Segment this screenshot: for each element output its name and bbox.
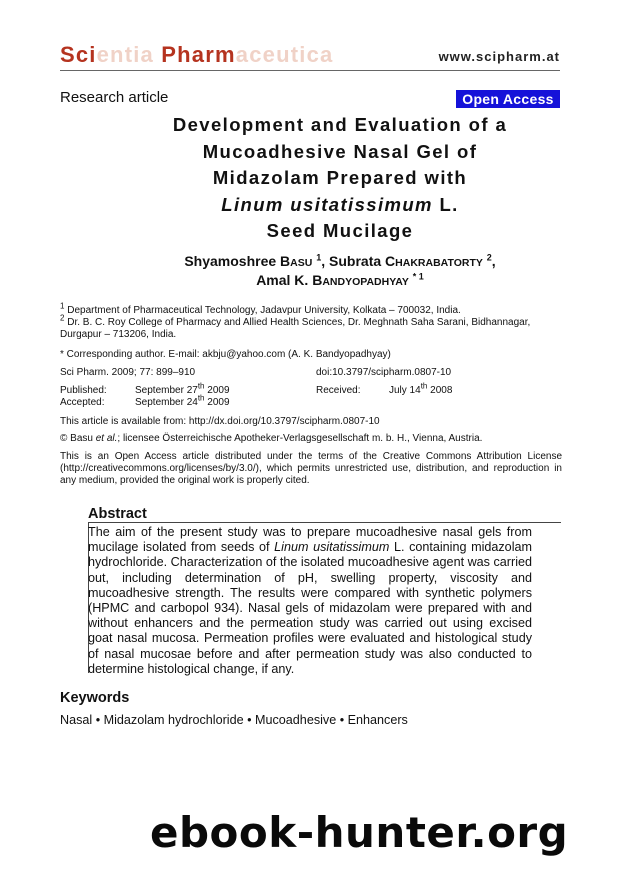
species-name: Linum usitatissimum — [221, 193, 433, 215]
logo-part: aceutica — [235, 42, 334, 67]
logo-part: Sci — [60, 42, 97, 67]
journal-website-link[interactable]: www.scipharm.at — [438, 49, 560, 64]
watermark: ebook-hunter.org — [150, 808, 569, 857]
title-line: Development and Evaluation of a — [172, 114, 508, 135]
received-date: July 14th 2008 — [389, 381, 453, 396]
title-line: Seed Mucilage — [266, 220, 414, 241]
published-label: Published: — [60, 385, 107, 396]
author-list — [60, 253, 620, 291]
doi[interactable]: doi:10.3797/scipharm.0807-10 — [316, 367, 452, 378]
header-divider — [60, 70, 560, 71]
author: Subrata CHAKRABATORTY $^2$, — [329, 252, 496, 269]
keywords-heading: Keywords — [60, 690, 130, 706]
accepted-label: Accepted: — [60, 397, 105, 408]
availability-note: This article is available from: http://dx.doi.org/10.3797/scipharm.0807-10 — [60, 416, 380, 427]
citation: Sci Pharm. 2009; 77: 899–910 — [60, 367, 196, 378]
license-note: This is an Open Access article distributed under the terms of the Creative Commons Attribution License (http://creativecommons.org/licenses/by/3.0/), which permits unrestricted use, distribution, and reproduction in any medium, provided the original work is properly cited. — [60, 451, 562, 486]
abstract-text: The aim of the present study was to prepare mucoadhesive nasal gels from mucilage isolated from seeds of Linum usitatissimum L. containing midazolam hydrochloride. Characterization of the isolated mucoadhesive agent was carried out, including determination of pH, swelling property, viscosity and mucoadhesive strength. The results were compared with synthetic polymers (HPMC and carbopol 934). Nasal gels of midazolam were prepared with and without enhancers and the permeation study was carried out using excised goat nasal mucosa. Permeation profiles were evaluated and histological study of nasal mucosae before and after permeation study was also conducted to determine histological change, if any. — [88, 525, 532, 676]
abstract-heading: Abstract — [88, 506, 147, 522]
title-line: Midazolam Prepared with — [212, 167, 468, 188]
copyright-note: © Basu et al.; licensee Österreichische Apotheker-Verlagsgesellschaft m. b. H., Vienna, Austria. — [60, 433, 483, 444]
author-line — [60, 272, 620, 291]
affiliation: $^1$ Department of Pharmaceutical Technology, Jadavpur University, Kolkata – 700032, India. — [60, 301, 461, 316]
open-access-badge: Open Access — [456, 90, 560, 108]
affiliation: $^2$ Dr. B. C. Roy College of Pharmacy and Allied Health Sciences, Dr. Meghnath Saha Sarani, Bidhannagar, Durgapur – 713206, India. — [60, 313, 531, 340]
author: Amal K. BANDYOPADHYAY $^{* 1}$ — [256, 271, 424, 288]
logo-part: Pharm — [161, 42, 236, 67]
keywords-list: Nasal • Midazolam hydrochloride • Mucoadhesive • Enhancers — [60, 713, 408, 727]
title-line: Mucoadhesive Nasal Gel of — [202, 140, 478, 162]
accepted-date: September 24th 2009 — [135, 393, 230, 408]
corresponding-author: * Corresponding author. E-mail: akbju@yahoo.com (A. K. Bandyopadhyay) — [60, 349, 391, 360]
author: Shyamoshree BASU $^1$, — [184, 252, 330, 269]
title-line: Linum usitatissimum L. — [221, 193, 459, 215]
affiliations — [60, 301, 562, 341]
received-label: Received: — [316, 385, 361, 396]
author-line — [60, 253, 620, 272]
article-title — [60, 112, 620, 245]
journal-logo — [60, 42, 333, 68]
article-type: Research article — [60, 89, 169, 106]
published-date: September 27th 2009 — [135, 381, 230, 396]
logo-part: entia — [96, 42, 162, 67]
